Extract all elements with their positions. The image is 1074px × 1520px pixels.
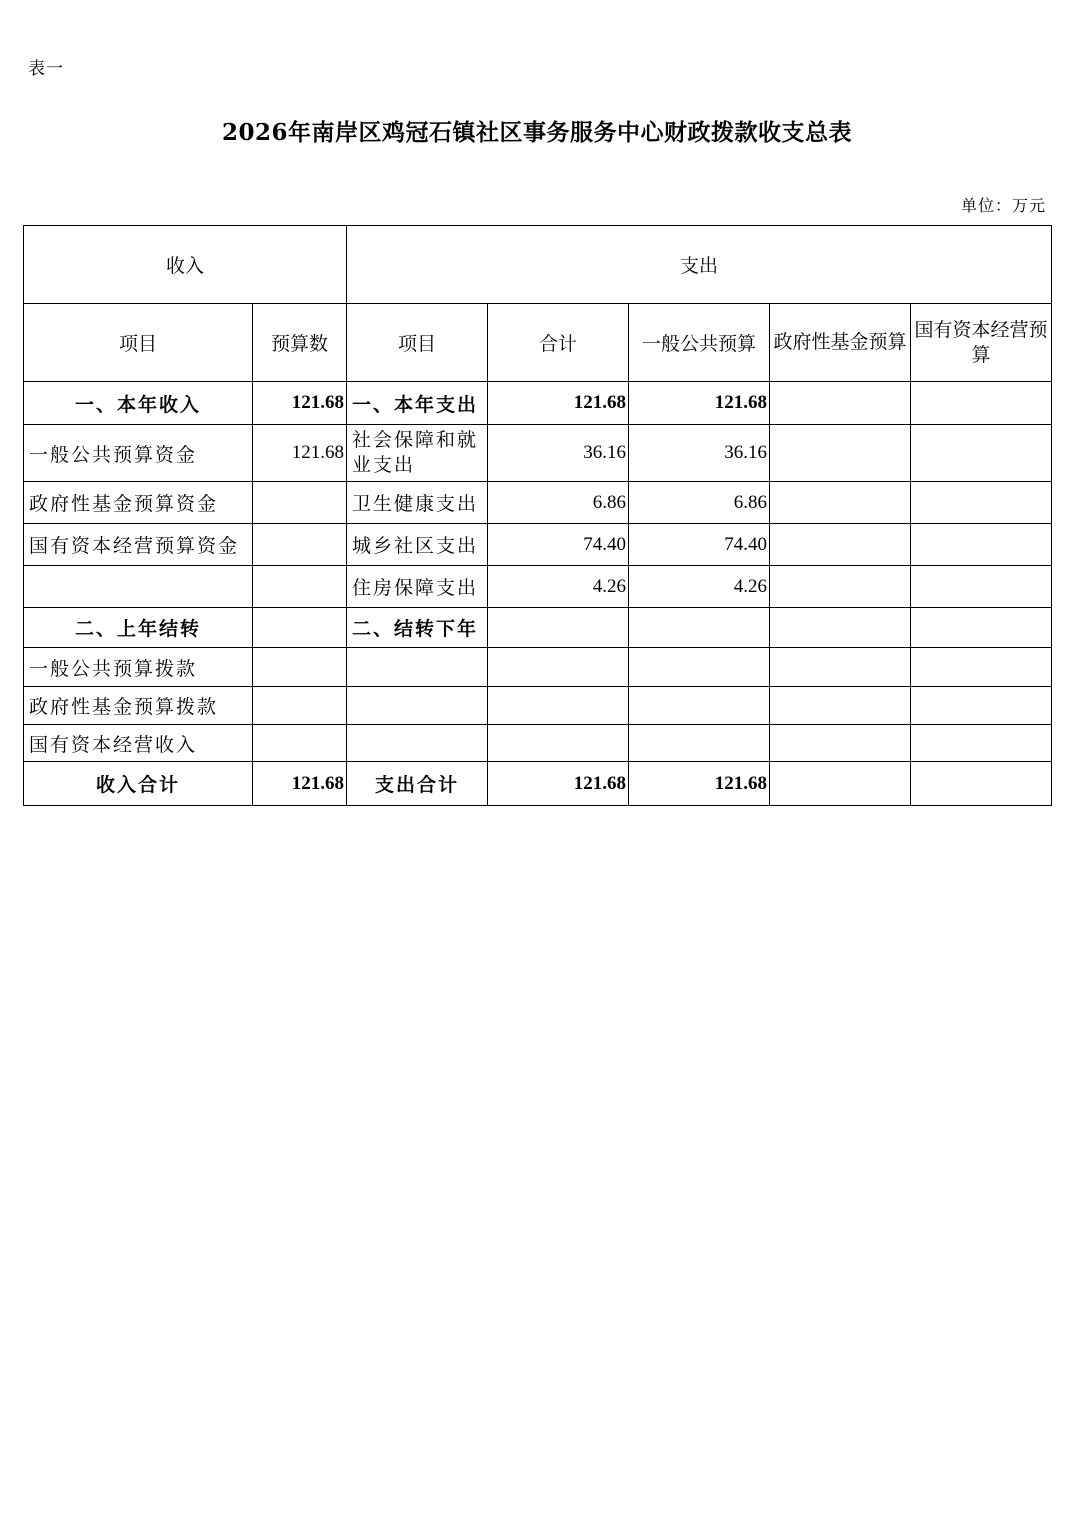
gov-fund-budget-cell	[770, 725, 911, 762]
gov-fund-budget-cell	[770, 687, 911, 725]
gov-fund-budget-cell	[770, 425, 911, 482]
general-budget-cell: 36.16	[629, 425, 770, 482]
expense-item-cell	[347, 725, 488, 762]
expense-total-cell	[488, 608, 629, 648]
expense-total-label: 支出合计	[347, 762, 488, 806]
gov-fund-budget-cell	[770, 566, 911, 608]
expense-total-cell	[488, 687, 629, 725]
general-budget-total-value: 121.68	[629, 762, 770, 806]
income-budget-cell	[253, 524, 347, 566]
general-budget-cell	[629, 648, 770, 687]
col-header-state-capital-budget: 国有资本经营预算	[911, 304, 1052, 382]
expense-item-cell: 社会保障和就业支出	[347, 425, 488, 482]
income-item-cell: 一、本年收入	[24, 382, 253, 425]
table-label: 表一	[28, 59, 64, 79]
expense-item-cell	[347, 687, 488, 725]
income-total-label: 收入合计	[24, 762, 253, 806]
expense-total-cell: 74.40	[488, 524, 629, 566]
table-row	[24, 482, 1052, 524]
state-capital-budget-cell	[911, 725, 1052, 762]
income-item-cell: 政府性基金预算资金	[24, 482, 253, 524]
expense-total-cell	[488, 648, 629, 687]
income-budget-cell	[253, 482, 347, 524]
table-row	[24, 608, 1052, 648]
state-capital-budget-cell	[911, 687, 1052, 725]
expense-total-cell	[488, 725, 629, 762]
table-row	[24, 648, 1052, 687]
table-row	[24, 524, 1052, 566]
table-row	[24, 687, 1052, 725]
expense-total-cell: 121.68	[488, 382, 629, 425]
col-header-income-budget: 预算数	[253, 304, 347, 382]
unit-note: 单位：万元	[960, 196, 1046, 215]
expense-total-cell: 4.26	[488, 566, 629, 608]
page-title: 2026年南岸区鸡冠石镇社区事务服务中心财政拨款收支总表	[221, 119, 852, 146]
state-capital-budget-cell	[911, 482, 1052, 524]
income-budget-cell	[253, 687, 347, 725]
general-budget-cell: 74.40	[629, 524, 770, 566]
gov-fund-budget-cell	[770, 482, 911, 524]
col-header-gov-fund-budget: 政府性基金预算	[770, 304, 911, 382]
col-header-income-item: 项目	[24, 304, 253, 382]
table-row	[24, 566, 1052, 608]
gov-fund-budget-cell	[770, 648, 911, 687]
column-header-row	[24, 304, 1052, 382]
income-budget-cell	[253, 608, 347, 648]
expense-group-header: 支出	[347, 226, 1052, 304]
general-budget-cell: 4.26	[629, 566, 770, 608]
state-capital-budget-cell	[911, 382, 1052, 425]
total-row	[24, 762, 1052, 806]
gov-fund-budget-cell	[770, 524, 911, 566]
gov-fund-budget-cell	[770, 608, 911, 648]
general-budget-cell	[629, 608, 770, 648]
general-budget-cell: 6.86	[629, 482, 770, 524]
expense-item-cell	[347, 648, 488, 687]
income-item-cell: 一般公共预算资金	[24, 425, 253, 482]
state-capital-budget-total-value	[911, 762, 1052, 806]
income-item-cell: 一般公共预算拨款	[24, 648, 253, 687]
state-capital-budget-cell	[911, 566, 1052, 608]
income-group-header: 收入	[24, 226, 347, 304]
income-item-cell	[24, 566, 253, 608]
income-budget-cell: 121.68	[253, 425, 347, 482]
expense-total-value: 121.68	[488, 762, 629, 806]
expense-total-cell: 36.16	[488, 425, 629, 482]
table-row	[24, 382, 1052, 425]
state-capital-budget-cell	[911, 425, 1052, 482]
group-header-row	[24, 226, 1052, 304]
income-item-cell: 政府性基金预算拨款	[24, 687, 253, 725]
state-capital-budget-cell	[911, 608, 1052, 648]
expense-item-cell: 住房保障支出	[347, 566, 488, 608]
table-row	[24, 725, 1052, 762]
income-total-value: 121.68	[253, 762, 347, 806]
expense-item-cell: 二、结转下年	[347, 608, 488, 648]
general-budget-cell	[629, 687, 770, 725]
col-header-expense-total: 合计	[488, 304, 629, 382]
income-item-cell: 国有资本经营预算资金	[24, 524, 253, 566]
income-item-cell: 二、上年结转	[24, 608, 253, 648]
gov-fund-budget-total-value	[770, 762, 911, 806]
expense-item-cell: 一、本年支出	[347, 382, 488, 425]
gov-fund-budget-cell	[770, 382, 911, 425]
general-budget-cell: 121.68	[629, 382, 770, 425]
general-budget-cell	[629, 725, 770, 762]
income-budget-cell	[253, 648, 347, 687]
col-header-expense-item: 项目	[347, 304, 488, 382]
col-header-general-budget: 一般公共预算	[629, 304, 770, 382]
state-capital-budget-cell	[911, 648, 1052, 687]
expense-total-cell: 6.86	[488, 482, 629, 524]
table-row	[24, 425, 1052, 482]
income-budget-cell	[253, 566, 347, 608]
expense-item-cell: 城乡社区支出	[347, 524, 488, 566]
expense-item-cell: 卫生健康支出	[347, 482, 488, 524]
budget-summary-table	[23, 225, 1052, 806]
state-capital-budget-cell	[911, 524, 1052, 566]
income-budget-cell: 121.68	[253, 382, 347, 425]
income-item-cell: 国有资本经营收入	[24, 725, 253, 762]
income-budget-cell	[253, 725, 347, 762]
